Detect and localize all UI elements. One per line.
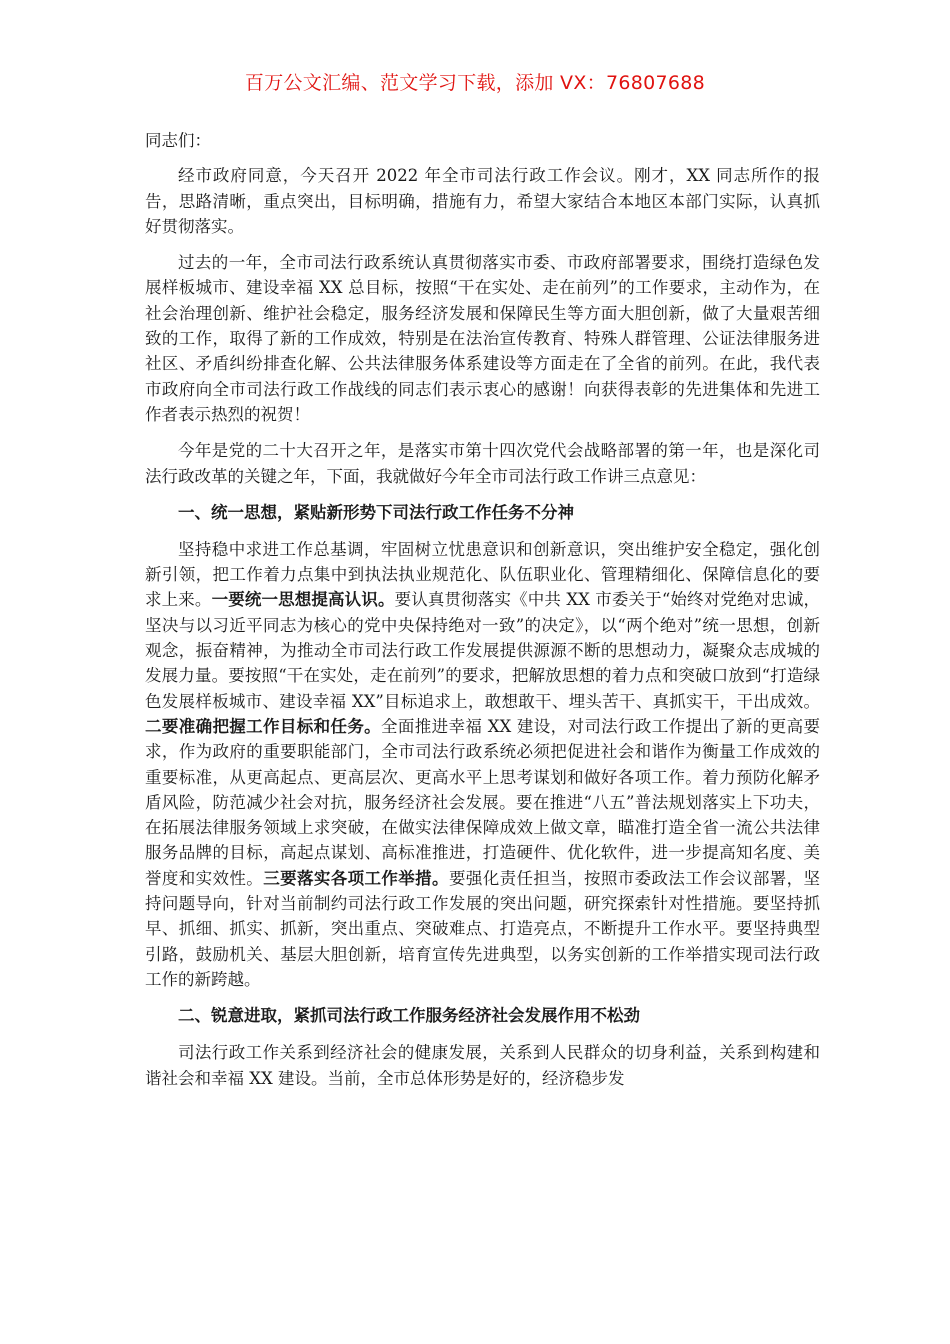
paragraph-overview: 今年是党的二十大召开之年，是落实市第十四次党代会战略部署的第一年，也是深化司法行政改革的关键之年，下面，我就做好今年全市司法行政工作讲三点意见： — [145, 441, 820, 486]
document-body — [145, 128, 820, 1102]
key-point-1-text: 要认真贯彻落实《中共 XX 市委关于“始终对党绝对忠诚，坚决与以习近平同志为核心的党中央保持绝对一致”的决定》，以“两个绝对”统一思想，创新观念，振奋精神，为推动全市司法行政工作发展提供源源不断的思想动力，凝聚众志成城的发展力量。要按照“干在实处，走在前列”的要求，把解放思想的着力点和突破口放到“打造绿色发展样板城市、建设幸福 XX”目标追求上，敢想敢干、埋头苦干、真抓实干，干出成效。 — [145, 590, 821, 711]
paragraph-section-2: 司法行政工作关系到经济社会的健康发展，关系到人民群众的切身利益，关系到构建和谐社会和幸福 XX 建设。当前，全市总体形势是好的，经济稳步发 — [145, 1043, 820, 1088]
paragraph-review: 过去的一年，全市司法行政系统认真贯彻落实市委、市政府部署要求，围绕打造绿色发展样板城市、建设幸福 XX 总目标，按照“干在实处、走在前列”的工作要求，主动作为，在社会治理创新、维护社会稳定，服务经济发展和保障民生等方面大胆创新，做了大量艰苦细致的工作，取得了新的工作成效，特别是在法治宣传教育、特殊人群管理、公证法律服务进社区、矛盾纠纷排查化解、公共法律服务体系建设等方面走在了全省的前列。在此，我代表市政府向全市司法行政工作战线的同志们表示衷心的感谢！向获得表彰的先进集体和先进工作者表示热烈的祝贺！ — [145, 253, 820, 424]
paragraph-section-1 — [145, 537, 820, 992]
paragraph-opening: 经市政府同意，今天召开 2022 年全市司法行政工作会议。刚才，XX 同志所作的报告，思路清晰，重点突出，目标明确，措施有力，希望大家结合本地区本部门实际，认真抓好贯彻落实。 — [145, 166, 820, 236]
promo-banner: 百万公文汇编、范文学习下载，添加 VX：76807688 — [244, 72, 706, 94]
key-point-2-text: 全面推进幸福 XX 建设，对司法行政工作提出了新的更高要求，作为政府的重要职能部门，全市司法行政系统必须把促进社会和谐作为衡量工作成效的重要标准，从更高起点、更高层次、更高水平上思考谋划和做好各项工作。着力预防化解矛盾风险，防范减少社会对抗，服务经济社会发展。要在推进“八五”普法规划落实上下功夫，在拓展法律服务领域上求突破，在做实法律保障成效上做文章，瞄准打造全省一流公共法律服务品牌的目标，高起点谋划、高标准推进，打造硬件、优化软件，进一步提高知名度、美誉度和实效性。 — [145, 716, 820, 888]
key-point-1: 一要统一思想提高认识。 — [211, 590, 395, 610]
salutation: 同志们： — [145, 131, 211, 150]
section-heading-2: 二、锐意进取，紧抓司法行政工作服务经济社会发展作用不松劲 — [178, 1006, 640, 1026]
key-point-3: 三要落实各项工作举措。 — [263, 868, 449, 888]
section-heading-1: 一、统一思想，紧贴新形势下司法行政工作任务不分神 — [178, 502, 574, 522]
section-1-intro: 坚持稳中求进工作总基调，牢固树立忧患意识和创新意识，突出维护安全稳定，强化创新引领，把工作着力点集中到执法执业规范化、队伍职业化、管理精细化、保障信息化的要求上来。 — [145, 539, 820, 610]
key-point-3-text: 要强化责任担当，按照市委政法工作会议部署，坚持问题导向，针对当前制约司法行政工作发展的突出问题，研究探索针对性措施。要坚持抓早、抓细、抓实、抓新，突出重点、突破难点、打造亮点，不断提升工作水平。要坚持典型引路，鼓励机关、基层大胆创新，培育宣传先进典型，以务实创新的工作举措实现司法行政工作的新跨越。 — [145, 868, 821, 989]
key-point-2: 二要准确把握工作目标和任务。 — [145, 716, 382, 736]
